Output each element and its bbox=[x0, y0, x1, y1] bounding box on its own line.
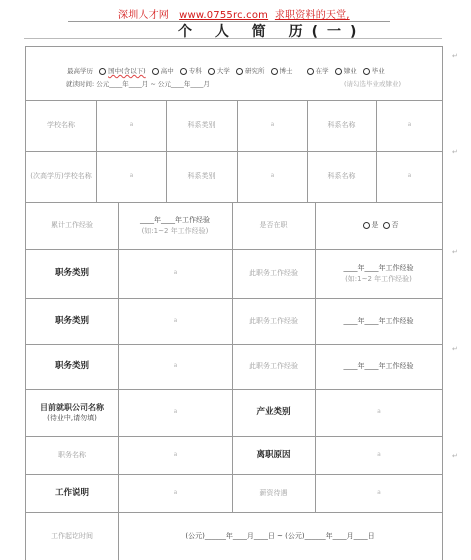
job-experience-label: 此职务工作经验 bbox=[249, 362, 298, 371]
work-description-input[interactable]: a bbox=[173, 488, 178, 496]
dept-type-label: 科系类别 bbox=[187, 121, 216, 130]
education-label: 最高学历 bbox=[67, 67, 93, 75]
salary-label: 薪资待遇 bbox=[259, 488, 288, 497]
duration-row bbox=[26, 79, 442, 88]
option-label: 专科 bbox=[188, 67, 202, 75]
job-category-input[interactable]: a bbox=[173, 362, 178, 370]
total-experience-input[interactable] bbox=[118, 202, 232, 249]
education-options-row bbox=[26, 66, 442, 75]
site-slogan: 求职资料的天堂, bbox=[274, 10, 350, 21]
radio-icon[interactable] bbox=[208, 68, 215, 75]
job-experience-value: ____年____年工作经验 bbox=[343, 264, 414, 273]
second-school-name-label: (次高学历)学校名称 bbox=[30, 172, 92, 181]
job-category-label: 职务类别 bbox=[54, 268, 89, 279]
position-title-label: 职务名称 bbox=[58, 450, 86, 459]
radio-icon[interactable] bbox=[307, 68, 314, 75]
site-url-link[interactable]: www.0755rc.com bbox=[179, 10, 269, 21]
second-dept-type-input[interactable]: a bbox=[270, 172, 275, 180]
table-top-guide bbox=[24, 38, 442, 39]
dept-name-label: 科系名称 bbox=[327, 121, 356, 130]
option-label: 高中 bbox=[160, 67, 174, 75]
row-rule bbox=[26, 46, 442, 47]
radio-icon[interactable] bbox=[99, 68, 106, 75]
school-name-input[interactable]: a bbox=[129, 121, 134, 129]
work-period-input[interactable]: (公元)______年____月____日 ~ (公元)______年____月____日 bbox=[185, 531, 375, 540]
radio-icon[interactable] bbox=[236, 68, 243, 75]
leave-reason-label: 离职原因 bbox=[256, 449, 291, 460]
radio-icon[interactable] bbox=[152, 68, 159, 75]
radio-icon[interactable] bbox=[363, 68, 370, 75]
industry-input[interactable]: a bbox=[377, 408, 381, 416]
document-title: 个 人 简 历(一) bbox=[178, 24, 366, 40]
paragraph-mark: ↵ bbox=[452, 52, 458, 60]
radio-icon[interactable] bbox=[180, 68, 187, 75]
header-banner[interactable] bbox=[118, 6, 350, 21]
duration-label: 就读时间: bbox=[66, 80, 95, 88]
salary-input[interactable]: a bbox=[377, 488, 381, 496]
radio-icon[interactable] bbox=[363, 222, 370, 229]
company-name-input[interactable]: a bbox=[173, 408, 178, 416]
second-dept-name-input[interactable]: a bbox=[407, 172, 412, 180]
option-label: 博士 bbox=[279, 67, 293, 75]
resume-table bbox=[25, 46, 443, 560]
job-category-label: 职务类别 bbox=[54, 315, 89, 326]
company-name-label bbox=[26, 389, 118, 436]
employed-label: 是否在职 bbox=[259, 221, 288, 230]
option-label: 大学 bbox=[216, 67, 230, 75]
company-name-title: 目前就职公司名称 bbox=[40, 402, 104, 412]
no-label: 否 bbox=[391, 221, 399, 230]
graduation-note: (请勾选毕业或肄业) bbox=[344, 80, 402, 88]
job-experience-input[interactable]: ____年____年工作经验 bbox=[343, 316, 414, 325]
status-option: 毕业 bbox=[371, 67, 385, 75]
paragraph-mark: ↵ bbox=[452, 345, 458, 353]
job-experience-input[interactable]: ____年____年工作经验 bbox=[343, 362, 414, 371]
paragraph-mark: ↵ bbox=[452, 148, 458, 156]
experience-value: ____年____年工作经验 bbox=[140, 216, 210, 225]
work-period-label: 工作起讫时间 bbox=[51, 531, 93, 540]
dept-type-input[interactable]: a bbox=[270, 121, 275, 129]
company-name-note: (待业中,请勿填) bbox=[47, 414, 97, 423]
total-experience-label: 累计工作经验 bbox=[51, 221, 93, 230]
job-category-input[interactable]: a bbox=[173, 316, 178, 324]
radio-icon[interactable] bbox=[335, 68, 342, 75]
duration-value[interactable]: 公元____年____月 ~ 公元____年____月 bbox=[96, 80, 210, 88]
yes-label: 是 bbox=[371, 221, 379, 230]
job-experience-label: 此职务工作经验 bbox=[249, 269, 298, 278]
job-category-label: 职务类别 bbox=[54, 361, 89, 372]
job-experience-label: 此职务工作经验 bbox=[249, 316, 298, 325]
second-dept-type-label: 科系类别 bbox=[187, 172, 216, 181]
school-name-label: 学校名称 bbox=[47, 121, 75, 130]
status-option: 在学 bbox=[315, 67, 329, 75]
experience-note: (如:1~2 年工作经验) bbox=[141, 226, 209, 235]
job-experience-note: (如:1~2 年工作经验) bbox=[345, 274, 412, 283]
option-label: 研究所 bbox=[244, 67, 265, 75]
paragraph-mark: ↵ bbox=[452, 452, 458, 460]
dept-name-input[interactable]: a bbox=[407, 121, 412, 129]
industry-label: 产业类别 bbox=[256, 407, 291, 418]
option-label: 国中(含以下) bbox=[108, 67, 146, 75]
leave-reason-input[interactable]: a bbox=[377, 450, 381, 458]
status-option: 肄业 bbox=[343, 67, 357, 75]
site-name: 深圳人才网 bbox=[118, 10, 169, 21]
radio-icon[interactable] bbox=[271, 68, 278, 75]
position-title-input[interactable]: a bbox=[173, 450, 178, 458]
employed-choice[interactable] bbox=[315, 202, 442, 249]
paragraph-mark: ↵ bbox=[452, 248, 458, 256]
radio-icon[interactable] bbox=[383, 222, 390, 229]
work-description-label: 工作说明 bbox=[54, 487, 89, 498]
job-experience-input[interactable] bbox=[315, 249, 442, 298]
job-category-input[interactable]: a bbox=[173, 269, 178, 277]
second-dept-name-label: 科系名称 bbox=[327, 172, 356, 181]
second-school-name-input[interactable]: a bbox=[129, 172, 134, 180]
